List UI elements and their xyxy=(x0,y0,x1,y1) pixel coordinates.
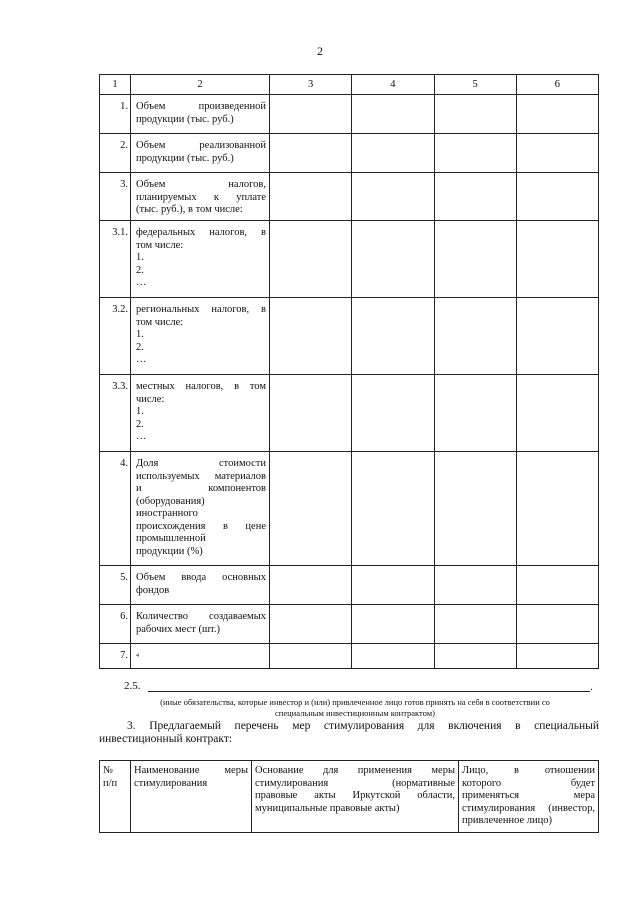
row-number-cell xyxy=(100,375,131,452)
indicator-line: Доля стоимости xyxy=(136,458,266,469)
value-cell[interactable] xyxy=(516,221,598,298)
col-basis-header xyxy=(252,761,459,833)
sub-item: 1. xyxy=(136,329,144,340)
value-cell[interactable] xyxy=(516,566,598,605)
row-number: 3.1. xyxy=(112,227,128,238)
cell-line: стимулирования (нормативные xyxy=(255,777,455,789)
value-cell[interactable] xyxy=(516,375,598,452)
table-row xyxy=(100,605,599,644)
indicator-line: Объем ввода основных xyxy=(136,572,266,583)
indicator-text xyxy=(131,298,269,370)
indicator-cell xyxy=(131,452,270,566)
table-row xyxy=(100,375,599,452)
value-cell[interactable] xyxy=(352,452,434,566)
cell-line: Лицо, в отношении xyxy=(462,765,595,776)
header-cell: 6 xyxy=(516,75,598,95)
page-number: 2 xyxy=(317,44,323,58)
indicator-cell xyxy=(131,605,270,644)
value-cell[interactable] xyxy=(434,566,516,605)
section-2-5-note xyxy=(120,697,590,719)
value-cell[interactable] xyxy=(516,298,598,375)
paragraph-line: инвестиционный контракт: xyxy=(99,733,233,745)
value-cell[interactable] xyxy=(352,173,434,221)
table-row xyxy=(100,298,599,375)
table-row xyxy=(100,95,599,134)
sub-item: 2. xyxy=(136,418,144,430)
indicator-line: рабочих мест (шт.) xyxy=(136,623,220,635)
row-number-cell xyxy=(100,605,131,644)
col-number-header xyxy=(100,761,131,833)
table-header-row xyxy=(100,761,599,833)
value-cell[interactable] xyxy=(516,134,598,173)
indicator-text xyxy=(131,221,269,293)
value-cell[interactable] xyxy=(434,221,516,298)
sub-item: 2. xyxy=(136,341,144,353)
value-cell[interactable] xyxy=(270,134,352,173)
value-cell[interactable] xyxy=(352,605,434,644)
indicator-text xyxy=(131,605,269,639)
section-3-paragraph xyxy=(99,720,599,746)
note-line: (иные обязательства, которые инвестор и (или) привлеченное лицо готов принять на себя в соответствии со xyxy=(160,697,550,707)
indicator-line: планируемых к уплате xyxy=(136,191,266,203)
value-cell[interactable] xyxy=(270,298,352,375)
row-number-cell xyxy=(100,566,131,605)
indicator-text xyxy=(131,173,269,220)
table-row xyxy=(100,452,599,566)
cell-line: применяться мера xyxy=(462,790,595,801)
cell-line: которого будет xyxy=(462,777,595,789)
indicator-cell xyxy=(131,173,270,221)
value-cell[interactable] xyxy=(516,452,598,566)
cell-line: стимулирования xyxy=(134,777,208,789)
row-number: 2. xyxy=(120,140,128,151)
fill-in-line xyxy=(148,691,590,692)
header-cell: 3 xyxy=(270,75,352,95)
header-cell: 4 xyxy=(352,75,434,95)
indicator-line: иностранного xyxy=(136,508,198,519)
header-cell: 5 xyxy=(434,75,516,95)
indicator-text xyxy=(131,95,269,129)
row-number: 3.2. xyxy=(112,304,128,315)
row-number: 3. xyxy=(120,179,128,190)
indicator-line: промышленной xyxy=(136,533,206,544)
sub-item: … xyxy=(136,431,147,442)
value-cell[interactable] xyxy=(434,644,516,669)
row-number: 6. xyxy=(120,611,128,622)
indicator-line: происхождения в цене xyxy=(136,520,266,532)
indicator-line: Количество создаваемых xyxy=(136,611,266,622)
table-row xyxy=(100,221,599,298)
value-cell[interactable] xyxy=(270,375,352,452)
value-cell[interactable] xyxy=(270,566,352,605)
indicator-line: фондов xyxy=(136,584,170,596)
row-number: 4. xyxy=(120,458,128,469)
row-number: 7. xyxy=(120,650,128,661)
row-number: 3.3. xyxy=(112,381,128,392)
row-number-cell xyxy=(100,173,131,221)
indicator-line: и компонентов xyxy=(136,483,266,494)
header-cell: 1 xyxy=(100,75,131,95)
row-number-cell xyxy=(100,134,131,173)
cell-line: привлеченное лицо) xyxy=(462,815,553,826)
value-cell[interactable] xyxy=(352,298,434,375)
indicator-line: том числе: xyxy=(136,239,184,251)
indicator-line: местных налогов, в том xyxy=(136,381,266,392)
footnote-mark: 4 xyxy=(136,653,139,659)
table-row xyxy=(100,566,599,605)
table-header-row xyxy=(100,75,599,95)
table-row xyxy=(100,134,599,173)
indicator-text xyxy=(131,452,269,561)
indicator-cell xyxy=(131,95,270,134)
value-cell[interactable] xyxy=(352,566,434,605)
cell-line: Наименование меры xyxy=(134,765,248,776)
indicator-cell xyxy=(131,566,270,605)
sub-item: 1. xyxy=(136,252,144,263)
value-cell[interactable] xyxy=(270,221,352,298)
value-cell[interactable] xyxy=(352,95,434,134)
indicator-line: продукции (тыс. руб.) xyxy=(136,152,234,164)
value-cell[interactable] xyxy=(270,452,352,566)
value-cell[interactable] xyxy=(516,173,598,221)
row-number-cell xyxy=(100,298,131,375)
indicator-line: региональных налогов, в xyxy=(136,304,266,315)
col-person-header xyxy=(459,761,599,833)
note-line: специальным инвестиционным контрактом) xyxy=(275,708,435,718)
value-cell[interactable] xyxy=(516,605,598,644)
row-number-cell xyxy=(100,644,131,669)
indicator-text xyxy=(131,644,269,666)
section-2-5-label: 2.5. xyxy=(124,680,141,692)
indicator-line: (тыс. руб.), в том числе: xyxy=(136,204,243,215)
value-cell[interactable] xyxy=(352,375,434,452)
indicator-text xyxy=(131,134,269,168)
indicator-line: используемых материалов xyxy=(136,470,266,482)
indicator-line: Объем реализованной xyxy=(136,140,266,151)
indicator-line: (оборудования) xyxy=(136,495,205,507)
value-cell[interactable] xyxy=(352,221,434,298)
stimulus-measures-table xyxy=(99,760,599,833)
cell-line: муниципальные правовые акты) xyxy=(255,802,400,814)
value-cell[interactable] xyxy=(434,134,516,173)
value-cell[interactable] xyxy=(270,173,352,221)
cell-line: правовые акты Иркутской области, xyxy=(255,790,455,801)
row-number-cell xyxy=(100,452,131,566)
indicator-cell xyxy=(131,221,270,298)
header-cell: 2 xyxy=(131,75,270,95)
indicator-line: продукции (%) xyxy=(136,545,203,557)
value-cell[interactable] xyxy=(434,452,516,566)
value-cell[interactable] xyxy=(434,298,516,375)
table-row xyxy=(100,173,599,221)
indicator-cell xyxy=(131,298,270,375)
row-number: 1. xyxy=(120,101,128,112)
value-cell[interactable] xyxy=(270,605,352,644)
indicator-text xyxy=(131,375,269,447)
value-cell[interactable] xyxy=(516,644,598,669)
paragraph-line: 3. Предлагаемый перечень мер стимулирования для включения в специальный xyxy=(127,720,599,732)
indicator-line: том числе: xyxy=(136,316,184,328)
row-number-cell xyxy=(100,95,131,134)
sub-item: 2. xyxy=(136,264,144,276)
value-cell[interactable] xyxy=(434,375,516,452)
indicator-cell xyxy=(131,375,270,452)
sub-item: … xyxy=(136,354,147,365)
sub-item: … xyxy=(136,277,147,288)
cell-line: стимулирования (инвестор, xyxy=(462,802,595,814)
table-body xyxy=(100,95,599,669)
value-cell[interactable] xyxy=(352,644,434,669)
value-cell[interactable] xyxy=(434,605,516,644)
value-cell[interactable] xyxy=(270,95,352,134)
value-cell[interactable] xyxy=(516,95,598,134)
table-row xyxy=(100,644,599,669)
indicator-cell xyxy=(131,134,270,173)
indicator-line: продукции (тыс. руб.) xyxy=(136,113,234,125)
indicator-text xyxy=(131,566,269,600)
indicator-line: Объем произведенной xyxy=(136,101,266,112)
cell-line: № xyxy=(103,765,114,776)
value-cell[interactable] xyxy=(270,644,352,669)
cell-line: Основание для применения меры xyxy=(255,765,455,776)
value-cell[interactable] xyxy=(434,173,516,221)
indicator-line: Объем налогов, xyxy=(136,179,266,190)
row-number-cell xyxy=(100,221,131,298)
indicator-cell xyxy=(131,644,270,669)
row-number: 5. xyxy=(120,572,128,583)
indicators-table xyxy=(99,74,599,669)
indicator-line: федеральных налогов, в xyxy=(136,227,266,238)
fill-in-end: . xyxy=(590,681,593,693)
indicator-line: числе: xyxy=(136,393,165,405)
sub-item: 1. xyxy=(136,406,144,417)
value-cell[interactable] xyxy=(434,95,516,134)
col-measure-name-header xyxy=(131,761,252,833)
cell-line: п/п xyxy=(103,777,118,789)
value-cell[interactable] xyxy=(352,134,434,173)
